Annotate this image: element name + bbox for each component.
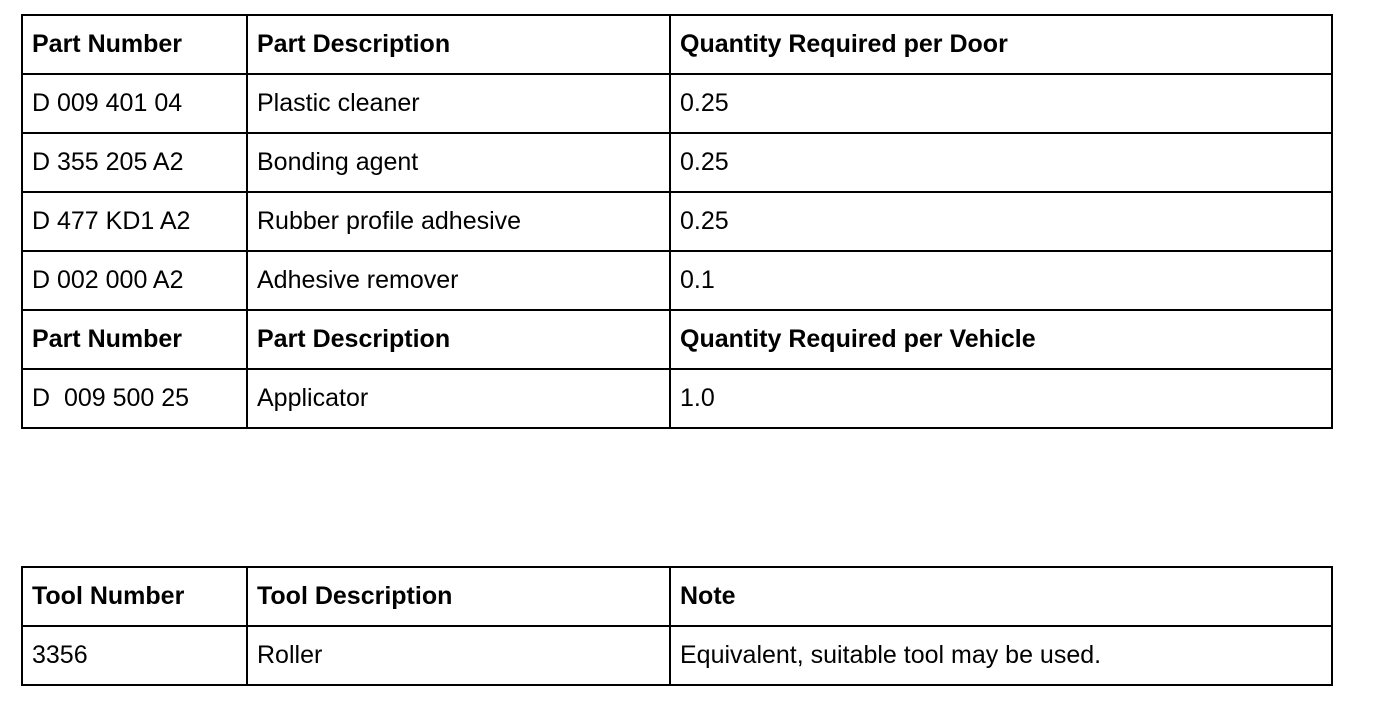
header-part-number: Part Number bbox=[22, 310, 247, 369]
header-tool-number: Tool Number bbox=[22, 567, 247, 626]
part-description-cell: Plastic cleaner bbox=[247, 74, 670, 133]
table-row bbox=[22, 133, 1332, 192]
header-tool-description: Tool Description bbox=[247, 567, 670, 626]
tools-table bbox=[21, 566, 1333, 686]
part-number-cell: D 477 KD1 A2 bbox=[22, 192, 247, 251]
tool-description-cell: Roller bbox=[247, 626, 670, 685]
quantity-cell: 0.25 bbox=[670, 133, 1332, 192]
table-header-row bbox=[22, 567, 1332, 626]
quantity-cell: 0.25 bbox=[670, 74, 1332, 133]
header-quantity-per-vehicle: Quantity Required per Vehicle bbox=[670, 310, 1332, 369]
part-description-cell: Adhesive remover bbox=[247, 251, 670, 310]
quantity-cell: 1.0 bbox=[670, 369, 1332, 428]
header-part-description: Part Description bbox=[247, 310, 670, 369]
part-number-cell: D 002 000 A2 bbox=[22, 251, 247, 310]
table-row bbox=[22, 626, 1332, 685]
part-number-cell: D 355 205 A2 bbox=[22, 133, 247, 192]
table-header-row bbox=[22, 15, 1332, 74]
header-note: Note bbox=[670, 567, 1332, 626]
part-number-cell: D 009 401 04 bbox=[22, 74, 247, 133]
header-part-number: Part Number bbox=[22, 15, 247, 74]
parts-table bbox=[21, 14, 1333, 429]
table-row bbox=[22, 251, 1332, 310]
part-description-cell: Bonding agent bbox=[247, 133, 670, 192]
part-description-cell: Applicator bbox=[247, 369, 670, 428]
part-description-cell: Rubber profile adhesive bbox=[247, 192, 670, 251]
tool-number-cell: 3356 bbox=[22, 626, 247, 685]
table-row bbox=[22, 192, 1332, 251]
note-cell: Equivalent, suitable tool may be used. bbox=[670, 626, 1332, 685]
table-header-row bbox=[22, 310, 1332, 369]
part-number-cell: D 009 500 25 bbox=[22, 369, 247, 428]
table-row bbox=[22, 369, 1332, 428]
quantity-cell: 0.25 bbox=[670, 192, 1332, 251]
header-part-description: Part Description bbox=[247, 15, 670, 74]
header-quantity-per-door: Quantity Required per Door bbox=[670, 15, 1332, 74]
quantity-cell: 0.1 bbox=[670, 251, 1332, 310]
table-row bbox=[22, 74, 1332, 133]
